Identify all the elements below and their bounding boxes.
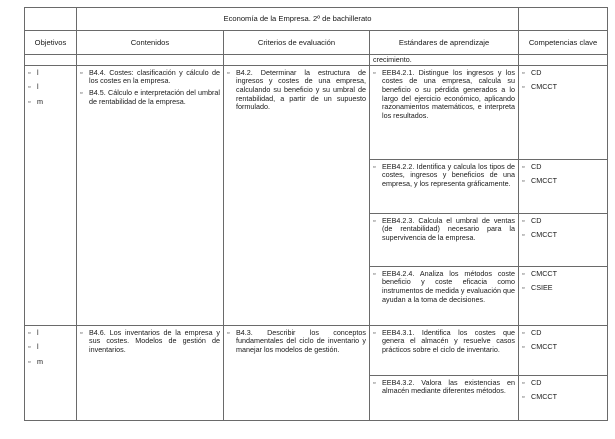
competences-cell <box>519 266 608 325</box>
list-item: ▫ l <box>28 327 39 337</box>
competences-cell <box>519 325 608 375</box>
objectives-cell <box>25 325 77 420</box>
competences-cell <box>519 159 608 213</box>
list-item: ▫ CMCCT <box>522 230 557 240</box>
standard-cell <box>370 266 519 325</box>
list-item: ▫ CMCCT <box>522 342 557 352</box>
list-item: ▫ l <box>28 67 39 77</box>
list-item: ▫ CD <box>522 327 542 337</box>
objectives-cell <box>25 65 77 325</box>
empty-corner-cell <box>25 8 77 31</box>
list-item: ▫ B4.2. Determinar la estructura de ingresos y costes de una empresa, calculando su beneficio y su umbral de rentabilidad, a partir de un supuesto formulado. <box>227 67 366 112</box>
curriculum-table <box>24 7 608 421</box>
list-item: ▫ B4.4. Costes: clasificación y cálculo de los costes en la empresa. <box>80 67 220 86</box>
list-item: ▫ CSIEE <box>522 283 553 293</box>
title-row <box>25 8 608 31</box>
criteria-cell <box>224 325 370 420</box>
list-item: ▫ EEB4.2.1. Distingue los ingresos y los costes de una empresa, calcula su beneficio o su pérdida generados a lo largo del ejercicio económico, aplicando razonamientos matemáticos, e interpreta los resultados. <box>373 67 516 120</box>
criteria-cell <box>224 65 370 325</box>
empty-title-cell <box>519 8 608 31</box>
standard-cell <box>370 159 519 213</box>
list-item: ▫ CMCCT <box>522 82 557 92</box>
list-item: ▫ B4.3. Describir los conceptos fundamentales del ciclo de inventario y manejar los modelos de gestión. <box>227 327 366 354</box>
standard-cell <box>370 213 519 266</box>
continuation-row <box>25 55 608 66</box>
list-item: ▫ CMCCT <box>522 176 557 186</box>
standard-cell <box>370 325 519 375</box>
header-row <box>25 31 608 55</box>
competences-cell <box>519 375 608 420</box>
list-item: ▫ EEB4.3.2. Valora las existencias en almacén mediante diferentes métodos. <box>373 377 516 396</box>
list-item: ▫ CD <box>522 67 542 77</box>
competences-cell <box>519 65 608 159</box>
list-item: ▫ EEB4.2.3. Calcula el umbral de ventas (de rentabilidad) necesario para la supervivencia de la empresa. <box>373 215 516 242</box>
standard-cell <box>370 65 519 159</box>
list-item: ▫ CMCCT <box>522 392 557 402</box>
list-item: ▫ l <box>28 82 39 92</box>
list-item: ▫ CMCCT <box>522 268 557 278</box>
list-item: ▫ B4.6. Los inventarios de la empresa y sus costes. Modelos de gestión de inventarios. <box>80 327 220 354</box>
list-item: ▫ CD <box>522 161 542 171</box>
column-header-standards: Estándares de aprendizaje <box>370 31 519 55</box>
table-row <box>25 65 608 159</box>
competences-cell <box>519 213 608 266</box>
list-item: ▫ EEB4.2.4. Analiza los métodos coste beneficio y coste eficacia como instrumentos de medida y evaluación que ayudan a la toma de decisiones. <box>373 268 516 304</box>
contents-cell <box>77 325 224 420</box>
list-item: ▫ m <box>28 356 43 366</box>
column-header-contents: Contenidos <box>77 31 224 55</box>
list-item: ▫ EEB4.2.2. Identifica y calcula los tipos de costes, ingresos y beneficios de una empresa, y los representa gráficamente. <box>373 161 516 188</box>
list-item: ▫ CD <box>522 215 542 225</box>
list-item: ▫ EEB4.3.1. Identifica los costes que genera el almacén y resuelve casos prácticos sobre el ciclo de inventario. <box>373 327 516 354</box>
contents-cell <box>77 65 224 325</box>
column-header-objectives: Objetivos <box>25 31 77 55</box>
list-item: ▫ B4.5. Cálculo e interpretación del umbral de rentabilidad de la empresa. <box>80 87 220 106</box>
list-item: ▫ l <box>28 342 39 352</box>
continuation-text: crecimiento. <box>370 55 519 66</box>
table-row <box>25 325 608 375</box>
table-title: Economía de la Empresa. 2º de bachillerato <box>77 8 519 31</box>
column-header-competences: Competencias clave <box>519 31 608 55</box>
standard-cell <box>370 375 519 420</box>
list-item: ▫ CD <box>522 377 542 387</box>
column-header-criteria: Criterios de evaluación <box>224 31 370 55</box>
list-item: ▫ m <box>28 96 43 106</box>
